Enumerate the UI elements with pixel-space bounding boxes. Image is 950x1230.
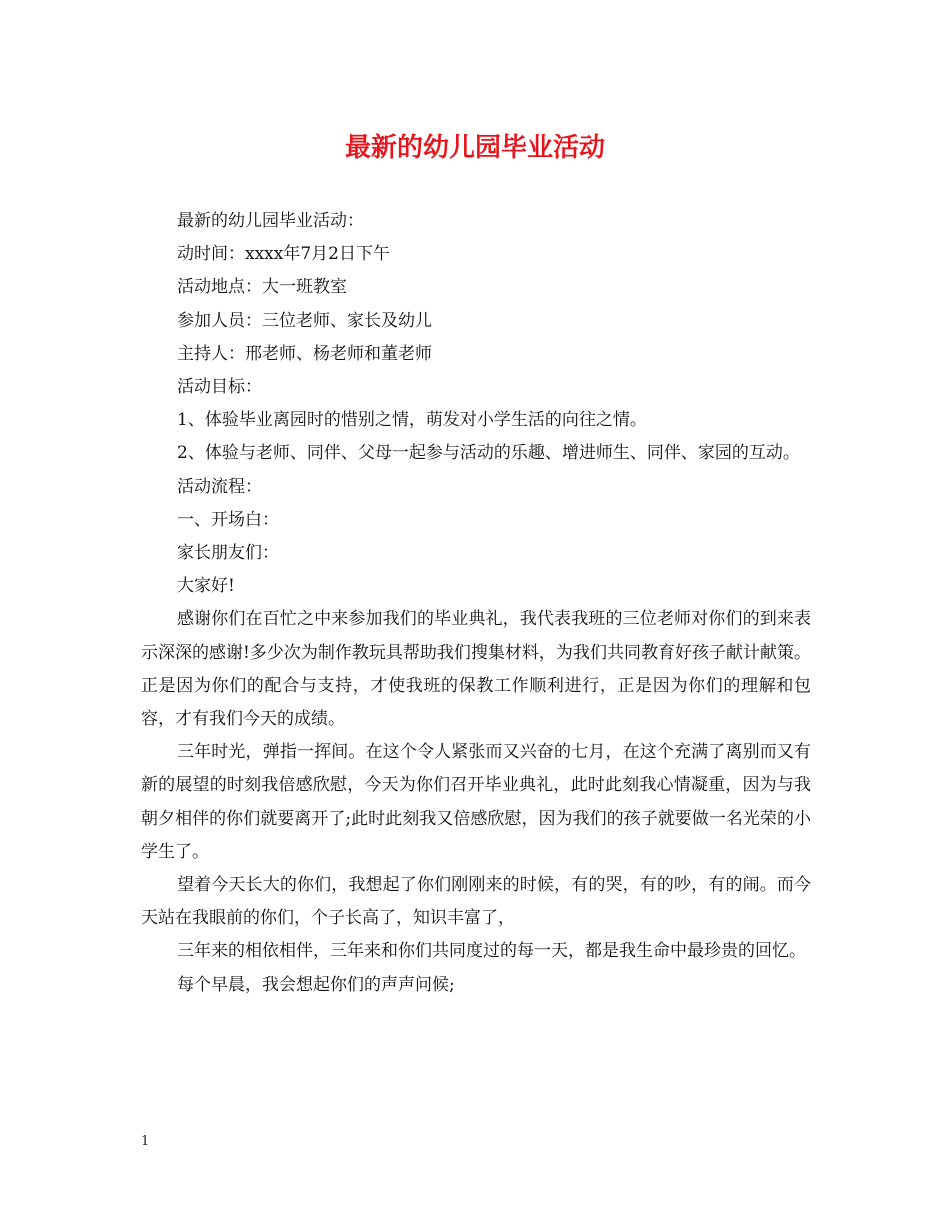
paragraph-intro: 最新的幼儿园毕业活动：: [177, 211, 364, 231]
page-number: 1: [141, 1134, 150, 1149]
document-body: [141, 205, 811, 1002]
paragraph-participants: 参加人员：三位老师、家长及幼儿: [177, 310, 432, 331]
paragraph-goal-2: 2、体验与老师、同伴、父母一起参与活动的乐趣、增进师生、同伴、家园的互动。: [177, 443, 800, 464]
paragraph-time: 动时间：xxxx年7月2日下午: [177, 244, 390, 265]
paragraph-memories: 三年来的相依相伴，三年来和你们共同度过的每一天，都是我生命中最珍贵的回忆。: [177, 941, 806, 962]
paragraph-thanks: 感谢你们在百忙之中来参加我们的毕业典礼，我代表我班的三位老师对你们的到来表示深深的感谢!多少次为制作教玩具帮助我们搜集材料，为我们共同教育好孩子献计献策。正是因为你们的配合与支持，才使我班的保教工作顺利进行，正是因为你们的理解和包容，才有我们今天的成绩。: [141, 609, 811, 730]
paragraph-mornings: 每个早晨，我会想起你们的声声问候;: [177, 974, 455, 995]
paragraph-salutation: 家长朋友们：: [177, 543, 279, 564]
paragraph-looking-back: 望着今天长大的你们，我想起了你们刚刚来的时候，有的哭，有的吵，有的闹。而今天站在我眼前的你们，个子长高了，知识丰富了，: [141, 875, 811, 929]
paragraph-process-heading: 活动流程：: [177, 476, 262, 497]
paragraph-three-years: 三年时光，弹指一挥间。在这个令人紧张而又兴奋的七月，在这个充满了离别而又有新的展望的时刻我倍感欣慰，今天为你们召开毕业典礼，此时此刻我心情凝重，因为与我朝夕相伴的你们就要离开了;此时此刻我又倍感欣慰，因为我们的孩子就要做一名光荣的小学生了。: [141, 742, 811, 862]
paragraph-goals-heading: 活动目标：: [177, 377, 262, 398]
paragraph-location: 活动地点：大一班教室: [177, 277, 347, 298]
paragraph-host: 主持人：邢老师、杨老师和董老师: [177, 343, 432, 364]
document-title: 最新的幼儿园毕业活动: [344, 133, 605, 163]
paragraph-greeting: 大家好!: [177, 576, 235, 597]
paragraph-goal-1: 1、体验毕业离园时的惜别之情，萌发对小学生活的向往之情。: [177, 410, 647, 431]
paragraph-opening-heading: 一、开场白：: [177, 509, 279, 530]
